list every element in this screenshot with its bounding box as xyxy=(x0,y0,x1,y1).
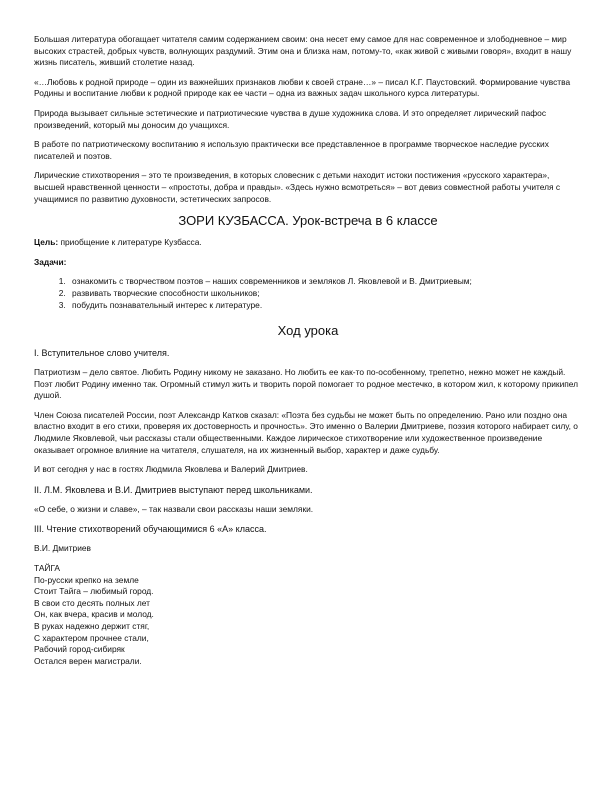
poem-line: Он, как вчера, красив и молод. xyxy=(34,609,154,620)
tasks-label xyxy=(34,257,582,269)
section-1-paragraph-2: Член Союза писателей России, поэт Александр Катков сказал: «Поэта без судьбы не может быть по определению. Рано или поздно она властно входит в его стихи, проверяя их достоверность и прочность». Это именно о Валерии Дмитриеве, поэзия которого набирает силу, о Людмиле Яковлевой, чьи рассказы стали общественными. Каждое лирическое стихотворение или художественное произведение оказывает огромное влияние на читателя, слушателя, на их жизненный выбор, характер и даже судьбу. xyxy=(34,409,578,455)
lesson-goal xyxy=(34,237,582,249)
lesson-title: ЗОРИ КУЗБАССА. Урок-встреча в 6 классе xyxy=(178,213,438,229)
list-item: 3. побудить познавательный интерес к литературе. xyxy=(68,300,582,312)
poem-title: ТАЙГА xyxy=(34,563,61,574)
poem-line: В руках надежно держит стяг, xyxy=(34,621,150,631)
intro-paragraph-3: Природа вызывает сильные эстетические и патриотические чувства в душе художника слова. И это определяет лирический пафос произведений, который мы доносим до учащихся. xyxy=(34,107,547,130)
poem-line: Остался верен магистрали. xyxy=(34,655,142,666)
poem-author: В.И. Дмитриев xyxy=(34,543,91,554)
tasks-label-text: Задачи: xyxy=(34,256,67,267)
poem-line: По-русски крепко на земле xyxy=(34,574,139,585)
document-page xyxy=(34,34,582,667)
intro-paragraph-1: Большая литература обогащает читателя самим содержанием своим: она несет ему самое для нас современное и злободневное – мир высоких страстей, добрых чувств, волнующих раздумий. Этим она и близка нам, потому-то, «как живой с живыми говоря», входит в нашу жизнь писатель, живший столетие назад. xyxy=(34,34,572,68)
poem-line: С характером прочнее стали, xyxy=(34,632,149,643)
course-title: Ход урока xyxy=(277,323,339,339)
list-item: 2. развивать творческие способности школьников; xyxy=(68,288,582,300)
poem xyxy=(34,563,582,667)
poem-line: В свои сто десять полных лет xyxy=(34,597,150,608)
intro-paragraph-2: «…Любовь к родной природе – один из важнейших признаков любви к своей стране…» – писал К.Г. Паустовский. Формирование чувства Родины и воспитание любви к родной природе как ее части – одна из важных задач школьного курса литературы. xyxy=(34,76,571,99)
intro-paragraph-4: В работе по патриотическому воспитанию я использую практически все представленное в программе творческое наследие русских писателей и поэтов. xyxy=(34,139,549,161)
section-1-paragraph-1: Патриотизм – дело святое. Любить Родину никому не заказано. Но любить ее как-то по-особенному, трепетно, нежно может не каждый. Поэт любит Родину именно так. Огромный стимул жить и творить порой помогает то родное местечко, в котором жил, к которому прикипел душой. xyxy=(34,367,579,401)
poem-line: Стоит Тайга – любимый город. xyxy=(34,586,154,597)
poem-line: Рабочий город-сибиряк xyxy=(34,644,125,655)
list-item: 1. ознакомить с творчеством поэтов – наших современников и земляков Л. Яковлевой и В. Дмитриевым; xyxy=(68,276,582,288)
section-1-paragraph-3: И вот сегодня у нас в гостях Людмила Яковлева и Валерий Дмитриев. xyxy=(34,464,308,475)
goal-text: приобщение к литературе Кузбасса. xyxy=(58,237,202,248)
section-heading-3: III. Чтение стихотворений обучающимися 6 «А» класса. xyxy=(34,524,267,535)
section-heading-2: II. Л.М. Яковлева и В.И. Дмитриев выступают перед школьниками. xyxy=(34,484,313,495)
section-heading-1: I. Вступительное слово учителя. xyxy=(34,348,170,359)
goal-label: Цель: xyxy=(34,237,59,248)
tasks-list xyxy=(34,276,582,311)
intro-paragraph-5: Лирические стихотворения – это те произведения, в которых словесник с детьми находит истоки постижения «русского характера», высшей нравственной ценности – «простоты, добра и правды». «Здесь нужно всмотреться» – вот девиз совместной работы учителя с учащимися по развитию духовности, эстетических запросов. xyxy=(34,170,561,204)
section-2-paragraph-1: «О себе, о жизни и славе», – так назвали свои рассказы наши земляки. xyxy=(34,503,314,514)
